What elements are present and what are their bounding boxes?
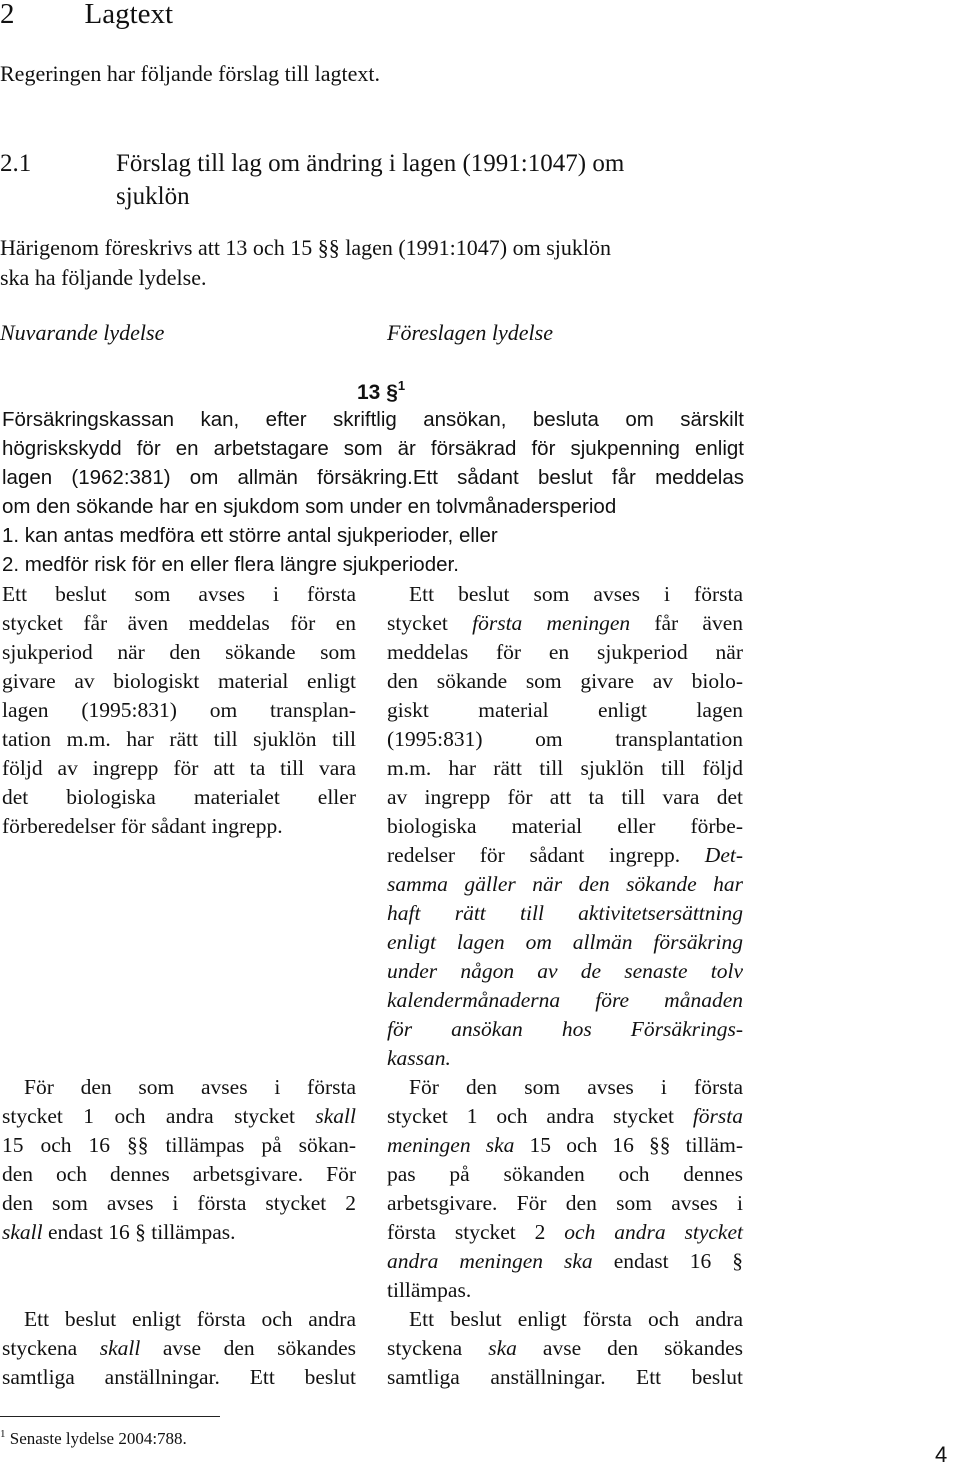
right-p1-line: Ett beslut som avses i första [409, 582, 743, 606]
right-p2-line: andra meningen ska endast 16 § [387, 1249, 743, 1273]
left-column-p3 [2, 1305, 356, 1392]
intro-text: Regeringen har följande förslag till lagtext. [0, 61, 380, 86]
right-p1-italic-line: under någon av de senaste tolv [387, 959, 743, 983]
footnote [0, 1428, 187, 1449]
preamble-line-2: ska ha följande lydelse. [0, 265, 207, 290]
left-p1-line: Ett beslut som avses i första [2, 582, 356, 606]
common-line-1: Försäkringskassan kan, efter skriftlig ansökan, besluta om särskilt [2, 408, 744, 431]
left-p3-line: samtliga anställningar. Ett beslut [2, 1365, 356, 1389]
right-column-p1 [387, 580, 743, 1073]
right-p1-line: m.m. har rätt till sjuklön till följd [387, 756, 743, 780]
right-column-p2 [387, 1073, 743, 1305]
right-p3-line: samtliga anställningar. Ett beslut [387, 1365, 743, 1389]
common-line-3: lagen (1962:381) om allmän försäkring.Ett sådant beslut får meddelas [2, 466, 744, 489]
right-p1-line: biologiska material eller förbe- [387, 814, 743, 838]
common-line-2: högriskskydd för en arbetstagare som är försäkrad för sjukpenning enligt [2, 437, 744, 460]
right-p3-line: Ett beslut enligt första och andra [409, 1307, 743, 1331]
right-p1-italic-line: kassan. [387, 1046, 451, 1070]
right-p2-line: arbetsgivare. För den som avses i [387, 1191, 743, 1215]
right-p1-italic-line: för ansökan hos Försäkrings- [387, 1017, 743, 1041]
common-line-4: om den sökande har en sjukdom som under en tolvmånadersperiod [2, 495, 617, 518]
common-line-6: 2. medför risk för en eller flera längre sjukperioder. [2, 553, 459, 576]
right-p1-line: meddelas för en sjukperiod när [387, 640, 743, 664]
current-wording-label: Nuvarande lydelse [0, 320, 165, 345]
common-line-5: 1. kan antas medföra ett större antal sjukperioder, eller [2, 524, 498, 547]
right-p2-line: För den som avses i första [409, 1075, 743, 1099]
right-p2-line: pas på sökanden och dennes [387, 1162, 743, 1186]
right-p2-line: tillämpas. [387, 1278, 472, 1302]
preamble [0, 233, 611, 293]
right-p1-line: giskt material enligt lagen [387, 698, 743, 722]
right-column-p3 [387, 1305, 743, 1392]
right-p3-line: styckena ska avse den sökandes [387, 1336, 743, 1360]
left-p2-line: skall endast 16 § tillämpas. [2, 1220, 236, 1244]
left-p1-line: förberedelser för sådant ingrepp. [2, 814, 283, 838]
footnote-number: 1 [0, 1428, 6, 1440]
right-p1-italic-line: enligt lagen om allmän försäkring [387, 930, 743, 954]
left-p2-line: 15 och 16 §§ tillämpas på sökan- [2, 1133, 356, 1157]
section-heading-line-2: sjuklön [116, 183, 190, 210]
paragraph-label [357, 378, 405, 405]
right-p1-line: av ingrepp för att ta till vara det [387, 785, 743, 809]
footnote-ref: 1 [397, 378, 406, 393]
section-heading [0, 147, 624, 213]
footnote-divider [0, 1416, 220, 1417]
chapter-title: Lagtext [84, 0, 174, 30]
left-p1-line: tation m.m. har rätt till sjuklön till [2, 727, 356, 751]
left-p1-line: lagen (1995:831) om transplan- [2, 698, 356, 722]
paragraph-number: 13 § [357, 381, 398, 404]
right-p1-italic-line: haft rätt till aktivitetsersättning [387, 901, 743, 925]
left-p3-line: styckena skall avse den sökandes [2, 1336, 356, 1360]
right-p2-line: första stycket 2 och andra stycket [387, 1220, 743, 1244]
page-number: 4 [935, 1442, 948, 1467]
left-p2-line: För den som avses i första [24, 1075, 356, 1099]
left-p3-line: Ett beslut enligt första och andra [24, 1307, 356, 1331]
left-p1-line: följd av ingrepp för att ta till vara [2, 756, 356, 780]
section-heading-line-1: Förslag till lag om ändring i lagen (1991:1047) om [116, 150, 625, 177]
left-p1-line: sjukperiod när den sökande som [2, 640, 356, 664]
right-p1-italic-line: samma gäller när den sökande har [387, 872, 743, 896]
right-p1-italic-line: kalendermånaderna före månaden [387, 988, 743, 1012]
left-p1-line: stycket får även meddelas för en [2, 611, 356, 635]
left-p2-line: den som avses i första stycket 2 [2, 1191, 356, 1215]
left-p1-line: det biologiska materialet eller [2, 785, 356, 809]
section-heading-number: 2.1 [0, 150, 32, 177]
right-p1-line: den sökande som givare av biolo- [387, 669, 743, 693]
common-text [2, 405, 744, 579]
right-p2-line: stycket 1 och andra stycket första [387, 1104, 743, 1128]
left-p2-line: stycket 1 och andra stycket skall [2, 1104, 356, 1128]
right-p1-line: (1995:831) om transplantation [387, 727, 743, 751]
footnote-text: Senaste lydelse 2004:788. [9, 1429, 187, 1448]
right-p1-line: stycket första meningen får även [387, 611, 743, 635]
right-p2-line: meningen ska 15 och 16 §§ tilläm- [387, 1133, 743, 1157]
left-p2-line: den och dennes arbetsgivare. För [2, 1162, 356, 1186]
left-column-p1 [2, 580, 356, 841]
proposed-wording-label: Föreslagen lydelse [387, 320, 553, 345]
right-p1-line: redelser för sådant ingrepp. Det- [387, 843, 743, 867]
chapter-heading [0, 0, 173, 31]
preamble-line-1: Härigenom föreskrivs att 13 och 15 §§ lagen (1991:1047) om sjuklön [0, 235, 612, 260]
left-p1-line: givare av biologiskt material enligt [2, 669, 356, 693]
chapter-number: 2 [0, 0, 15, 30]
left-column-p2 [2, 1073, 356, 1247]
